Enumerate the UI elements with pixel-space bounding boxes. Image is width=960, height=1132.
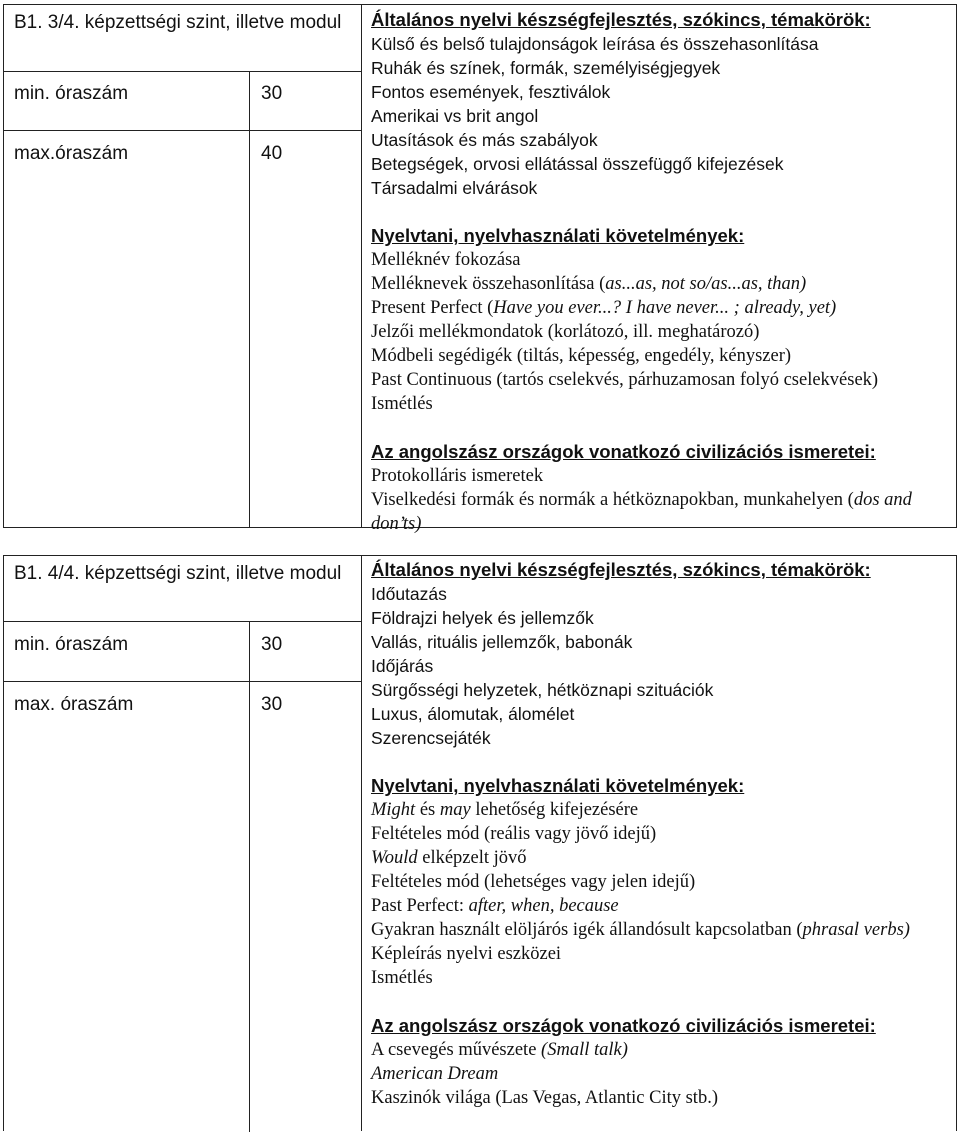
max-hours-value: 30 <box>261 694 283 715</box>
topic-item: Fontos események, fesztiválok <box>371 82 611 102</box>
min-hours-value: 30 <box>261 83 283 104</box>
topic-item: Betegségek, orvosi ellátással összefüggő kifejezések <box>371 154 784 174</box>
grammar-item: Melléknév fokozása <box>371 250 521 270</box>
module-b1-4-4 <box>3 555 957 1131</box>
grammar-item: Feltételes mód (reális vagy jövő idejű) <box>371 824 657 844</box>
topic-item: Amerikai vs brit angol <box>371 106 539 126</box>
max-hours-row <box>4 682 361 742</box>
max-hours-label: max.óraszám <box>14 143 129 164</box>
topic-item: Földrajzi helyek és jellemzők <box>371 608 594 628</box>
grammar-item: Might és may lehetőség kifejezésére <box>371 800 639 820</box>
topic-item: Társadalmi elvárások <box>371 178 538 198</box>
section-title-grammar: Nyelvtani, nyelvhasználati követelmények: <box>371 225 745 246</box>
grammar-item: Would elképzelt jövő <box>371 848 527 868</box>
civilization-item: Kaszinók világa (Las Vegas, Atlantic City stb.) <box>371 1088 718 1108</box>
section-title-civilization: Az angolszász országok vonatkozó civilizációs ismeretei: <box>371 441 876 462</box>
section-title-topics: Általános nyelvi készségfejlesztés, szókincs, témakörök: <box>371 559 871 580</box>
topic-item: Utasítások és más szabályok <box>371 130 598 150</box>
level-row <box>4 556 361 622</box>
grammar-item: Past Perfect: after, when, because <box>371 896 619 916</box>
civilization-item: Protokolláris ismeretek <box>371 466 544 486</box>
section-title-civilization: Az angolszász országok vonatkozó civilizációs ismeretei: <box>371 1015 876 1036</box>
module-meta-column <box>4 556 362 1131</box>
topic-item: Sürgősségi helyzetek, hétköznapi szituációk <box>371 680 714 700</box>
civilization-item: A csevegés művészete (Small talk) <box>371 1040 628 1060</box>
module-content <box>371 8 951 536</box>
max-hours-label: max. óraszám <box>14 694 134 715</box>
grammar-item: Melléknevek összehasonlítása (as...as, not so/as...as, than) <box>371 274 807 294</box>
min-hours-label: min. óraszám <box>14 83 129 104</box>
topic-item: Ruhák és színek, formák, személyiségjegyek <box>371 58 721 78</box>
level-title: B1. 4/4. képzettségi szint, illetve modul <box>14 563 342 584</box>
module-b1-3-4 <box>3 4 957 534</box>
civilization-item: American Dream <box>371 1064 499 1084</box>
topic-item: Vallás, rituális jellemzők, babonák <box>371 632 633 652</box>
grammar-item: Képleírás nyelvi eszközei <box>371 944 562 964</box>
section-title-grammar: Nyelvtani, nyelvhasználati követelmények: <box>371 775 745 796</box>
section-title-topics: Általános nyelvi készségfejlesztés, szókincs, témakörök: <box>371 9 871 30</box>
level-row <box>4 5 361 72</box>
topic-item: Szerencsejáték <box>371 728 491 748</box>
grammar-item: Ismétlés <box>371 968 433 988</box>
topic-item: Luxus, álomutak, álomélet <box>371 704 575 724</box>
module-meta-column <box>4 5 362 527</box>
max-hours-row <box>4 131 361 191</box>
topic-item: Külső és belső tulajdonságok leírása és összehasonlítása <box>371 34 819 54</box>
level-title: B1. 3/4. képzettségi szint, illetve modul <box>14 12 342 33</box>
min-hours-row <box>4 622 361 682</box>
min-hours-label: min. óraszám <box>14 634 129 655</box>
civilization-item: Viselkedési formák és normák a hétköznapokban, munkahelyen (dos and don’ts) <box>371 490 912 534</box>
module-content <box>371 558 951 1110</box>
min-hours-value: 30 <box>261 634 283 655</box>
grammar-item: Módbeli segédigék (tiltás, képesség, engedély, kényszer) <box>371 346 792 366</box>
grammar-item: Gyakran használt elöljárós igék állandósult kapcsolatban (phrasal verbs) <box>371 920 910 940</box>
grammar-item: Past Continuous (tartós cselekvés, párhuzamosan folyó cselekvések) <box>371 370 879 390</box>
grammar-item: Jelzői mellékmondatok (korlátozó, ill. meghatározó) <box>371 322 760 342</box>
grammar-item: Ismétlés <box>371 394 433 414</box>
topic-item: Időjárás <box>371 656 434 676</box>
topic-item: Időutazás <box>371 584 447 604</box>
grammar-item: Present Perfect (Have you ever...? I have never... ; already, yet) <box>371 298 837 318</box>
grammar-item: Feltételes mód (lehetséges vagy jelen idejű) <box>371 872 696 892</box>
min-hours-row <box>4 72 361 131</box>
max-hours-value: 40 <box>261 143 283 164</box>
